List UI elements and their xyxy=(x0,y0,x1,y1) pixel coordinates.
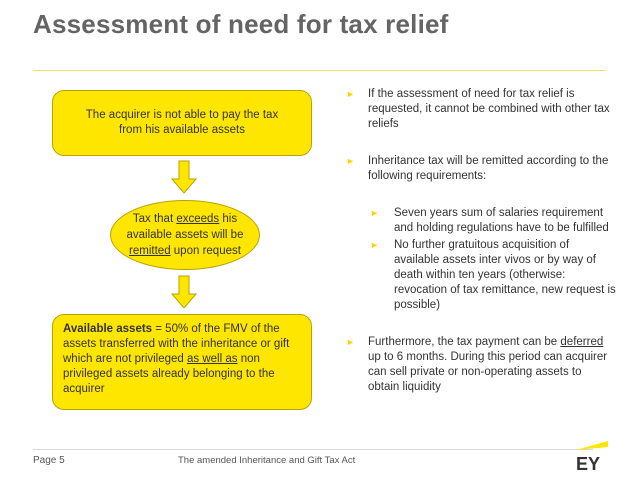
slide-title: Assessment of need for tax relief xyxy=(33,9,449,39)
bullet-marker-icon: ► xyxy=(346,337,355,347)
sub-bullet-marker-icon: ► xyxy=(370,208,379,218)
available-assets-label: Available assets xyxy=(63,323,153,335)
oval-text-6: upon request xyxy=(170,245,241,257)
bullet-item xyxy=(346,87,616,132)
bullet-text-c: up to 6 months. During this period can acquirer can sell private or non-operating assets to obtain liquidity xyxy=(368,351,608,393)
available-assets-text-4: non privileged assets already belonging to the acquirer xyxy=(63,353,275,395)
page-number: Page 5 xyxy=(33,455,65,466)
bullet-list xyxy=(346,84,616,395)
ey-logo xyxy=(572,440,612,472)
bullet-text-a: Furthermore, the tax payment can be xyxy=(368,336,561,348)
oval-text-1: Tax that xyxy=(132,213,177,225)
oval-text-4: available assets will be xyxy=(126,229,244,241)
oval-text-3: his xyxy=(219,213,238,225)
sub-bullet-item xyxy=(346,238,616,313)
bullet-item xyxy=(346,154,616,184)
footer-divider xyxy=(33,449,593,450)
oval-text-remitted: remitted xyxy=(129,245,171,257)
bullet-text: Inheritance tax will be remitted according to the following requirements: xyxy=(368,155,609,182)
bullet-item xyxy=(346,335,616,395)
ey-logo-text: EY xyxy=(576,454,601,472)
arrow-down-icon xyxy=(170,160,198,194)
sub-bullet-marker-icon: ► xyxy=(370,240,379,250)
flow-oval-tax-exceeds xyxy=(110,200,260,270)
available-assets-text-2: = 50% of the FMV of the assets transferred with the inheritance or gift which are not privileged xyxy=(63,323,290,365)
bullet-marker-icon: ► xyxy=(346,89,355,99)
bullet-marker-icon: ► xyxy=(346,156,355,166)
sub-bullet-text: Seven years sum of salaries requirement and holding regulations have to be fulfilled xyxy=(394,207,609,234)
flow-box-acquirer-text: The acquirer is not able to pay the tax from his available assets xyxy=(85,109,279,136)
footer-text: The amended Inheritance and Gift Tax Act xyxy=(178,455,356,466)
arrow-down-icon xyxy=(170,275,198,309)
sub-bullet-item xyxy=(346,206,616,236)
oval-text-exceeds: exceeds xyxy=(176,213,220,225)
sub-bullet-text: No further gratuitous acquisition of available assets inter vivos or by way of death within ten years (otherwise: revocation of tax remittance, new request is possible) xyxy=(394,239,616,311)
bullet-text-deferred: deferred xyxy=(560,336,604,348)
available-assets-as-well-as: as well as xyxy=(187,353,238,365)
flow-box-available-assets xyxy=(52,314,312,410)
bullet-text: If the assessment of need for tax relief is requested, it cannot be combined with other tax reliefs xyxy=(368,88,610,130)
title-divider xyxy=(33,70,605,71)
flow-box-acquirer xyxy=(52,90,312,156)
